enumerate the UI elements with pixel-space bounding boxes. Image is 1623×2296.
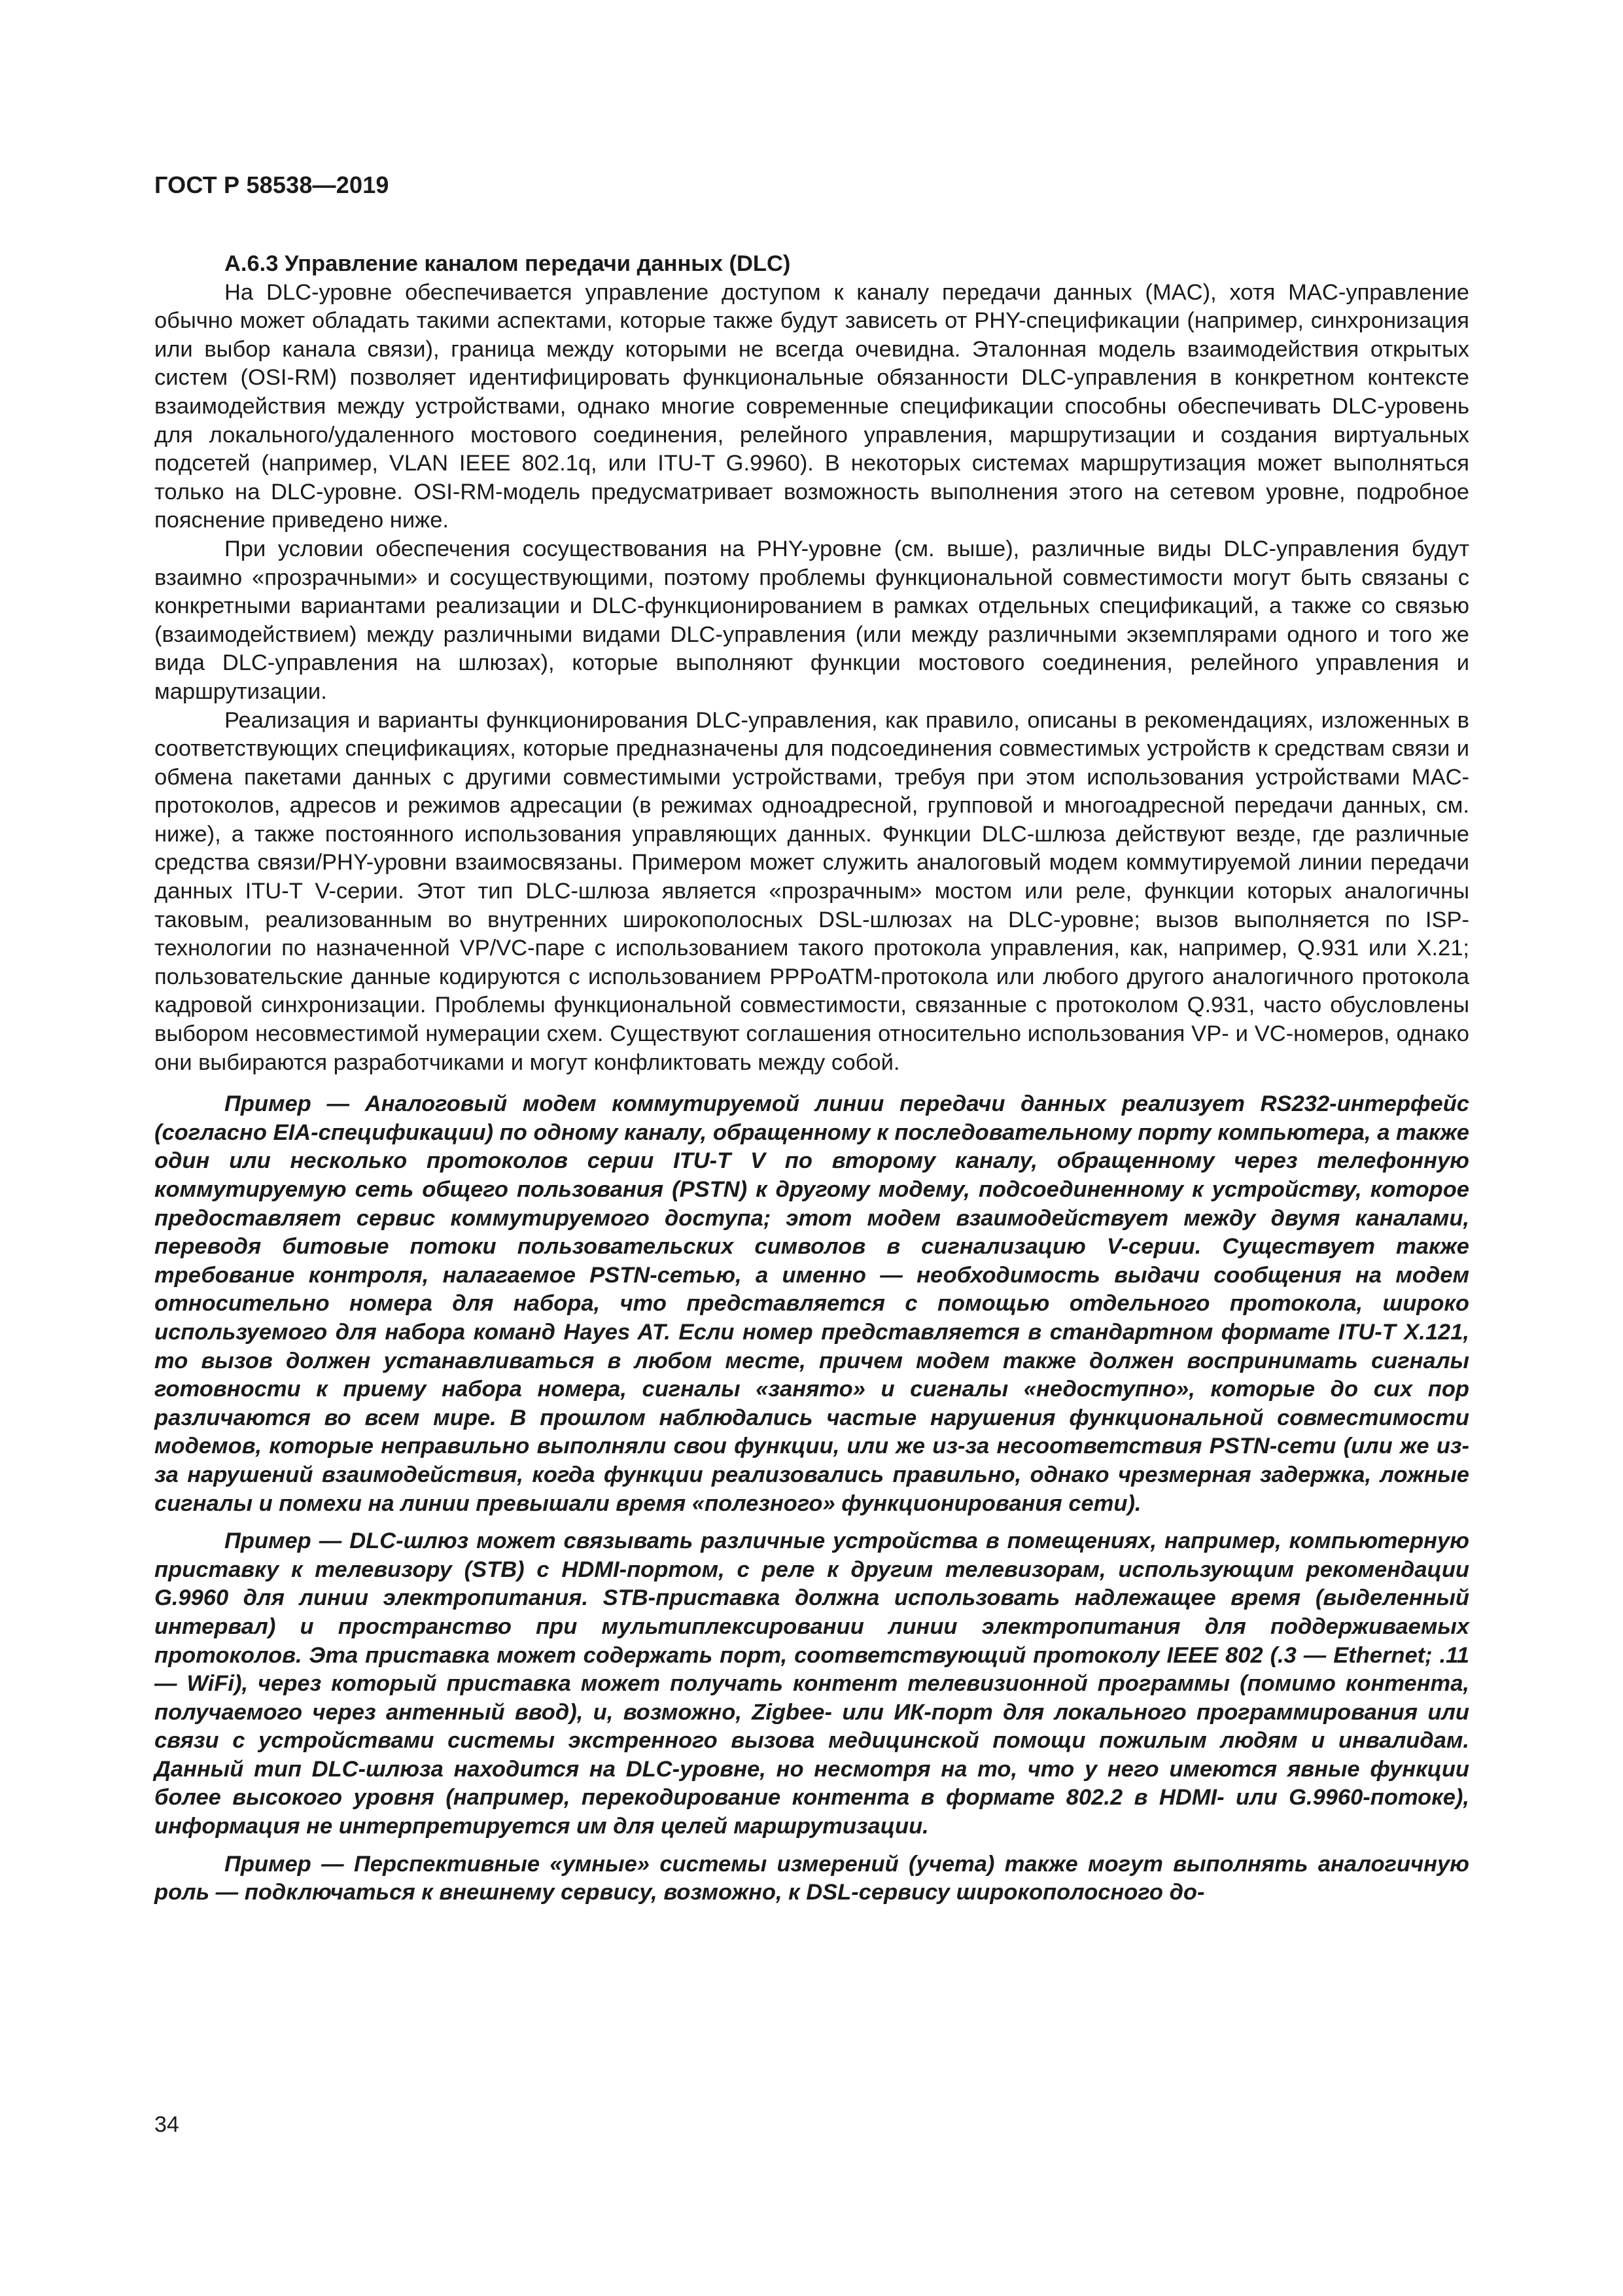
body-paragraph: На DLC-уровне обеспечивается управление доступом к каналу передачи данных (MAC), хотя MAC-управление обычно может обладать такими аспектами, которые также будут зависеть от PHY-спецификации (например, синхронизация или выбор канала связи), граница между которыми не всегда очевидна. Эталонная модель взаимодействия открытых систем (OSI-RM) позволяет идентифицировать функциональные обязанности DLC-управления в конкретном контексте взаимодействия между устройствами, однако многие современные спецификации способны обеспечивать DLC-уровень для локального/удаленного мостового соединения, релейного управления, маршрутизации и создания виртуальных подсетей (например, VLAN IEEE 802.1q, или ITU-T G.9960). В некоторых системах маршрутизация может выполняться только на DLC-уровне. OSI-RM-модель предусматривает возможность выполнения этого на сетевом уровне, подробное пояснение приведено ниже. — [154, 279, 1469, 533]
page-number: 34 — [154, 2112, 179, 2137]
example-paragraph: Пример — Аналоговый модем коммутируемой линии передачи данных реализует RS232-интерфейс (согласно EIA-спецификации) по одному каналу, обращенному к последовательному порту компьютера, а также один или несколько протоколов серии ITU-T V по второму каналу, обращенному через телефонную коммутируемую сеть общего пользования (PSTN) к другому модему, подсоединенному к устройству, которое предоставляет сервис коммутируемого доступа; этот модем взаимодействует между двумя каналами, переводя битовые потоки пользовательских символов в сигнализацию V-серии. Существует также требование контроля, налагаемое PSTN-сетью, а именно — необходимость выдачи сообщения на модем относительно номера для набора, что представляется с помощью отдельного протокола, широко используемого для набора команд Hayes AT. Если номер представляется в стандартном формате ITU-T X.121, то вызов должен устанавливаться в любом месте, причем модем также должен воспринимать сигналы готовности к приему набора номера, сигналы «занято» и сигналы «недоступно», которые до сих пор различаются во всем мире. В прошлом наблюдались частые нарушения функциональной совместимости модемов, которые неправильно выполняли свои функции, или же из-за несоответствия PSTN-сети (или же из-за нарушений взаимодействия, когда функции реализовались правильно, однако чрезмерная задержка, ложные сигналы и помехи на линии превышали время «полезного» функционирования сети). — [154, 1091, 1469, 1516]
section-heading: А.6.3 Управление каналом передачи данных (DLC) — [224, 251, 791, 276]
example-paragraph: Пример — DLC-шлюз может связывать различные устройства в помещениях, например, компьютерную приставку к телевизору (STB) с HDMI-портом, с реле к другим телевизорам, использующим рекомендации G.9960 для линии электропитания. STB-приставка должна использовать надлежащее время (выделенный интервал) и пространство при мультиплексировании линии электропитания для поддерживаемых протоколов. Эта приставка может содержать порт, соответствующий протоколу IEEE 802 (.3 — Ethernet; .11 — WiFi), через который приставка может получать контент телевизионной программы (помимо контента, получаемого через антенный ввод), и, возможно, Zigbee- или ИК-порт для локального программирования или связи с устройствами системы экстренного вызова медицинской помощи пожилым людям и инвалидам. Данный тип DLC-шлюза находится на DLC-уровне, но несмотря на то, что у него имеются явные функции более высокого уровня (например, перекодирование контента в формате 802.2 в HDMI- или G.9960-потоке), информация не интерпретируется им для целей маршрутизации. — [154, 1528, 1469, 1839]
example-paragraph: Пример — Перспективные «умные» системы измерений (учета) также могут выполнять аналогичную роль — подключаться к внешнему сервису, возможно, к DSL-сервису широкополосного до- — [154, 1851, 1469, 1905]
section-body — [154, 250, 1469, 1907]
body-paragraph: При условии обеспечения сосуществования на PHY-уровне (см. выше), различные виды DLC-управления будут взаимно «прозрачными» и сосуществующими, поэтому проблемы функциональной совместимости могут быть связаны с конкретными вариантами реализации и DLC-функционированием в рамках отдельных спецификаций, а также со связью (взаимодействием) между различными видами DLC-управления (или между различными экземплярами одного и того же вида DLC-управления на шлюзах), которые выполняют функции мостового соединения, релейного управления и маршрутизации. — [154, 536, 1469, 704]
document-code-header: ГОСТ Р 58538—2019 — [154, 171, 389, 198]
body-paragraph: Реализация и варианты функционирования DLC-управления, как правило, описаны в рекомендациях, изложенных в соответствующих спецификациях, которые предназначены для подсоединения совместимых устройств к средствам связи и обмена пакетами данных с другими совместимыми устройствами, требуя при этом использования устройствами MAC-протоколов, адресов и режимов адресации (в режимах одноадресной, групповой и многоадресной передачи данных, см. ниже), а также постоянного использования управляющих данных. Функции DLC-шлюза действуют везде, где различные средства связи/PHY-уровни взаимосвязаны. Примером может служить аналоговый модем коммутируемой линии передачи данных ITU-T V-серии. Этот тип DLC-шлюза является «прозрачным» мостом или реле, функции которых аналогичны таковым, реализованным во внутренних широкополосных DSL-шлюзах на DLC-уровне; вызов выполняется по ISP-технологии по назначенной VP/VC-паре с использованием такого протокола управления, как, например, Q.931 или X.21; пользовательские данные кодируются с использованием PPPoATM-протокола или любого другого аналогичного протокола кадровой синхронизации. Проблемы функциональной совместимости, связанные с протоколом Q.931, часто обусловлены выбором несовместимой нумерации схем. Существуют соглашения относительно использования VP- и VC-номеров, однако они выбираются разработчиками и могут конфликтовать между собой. — [154, 707, 1469, 1075]
